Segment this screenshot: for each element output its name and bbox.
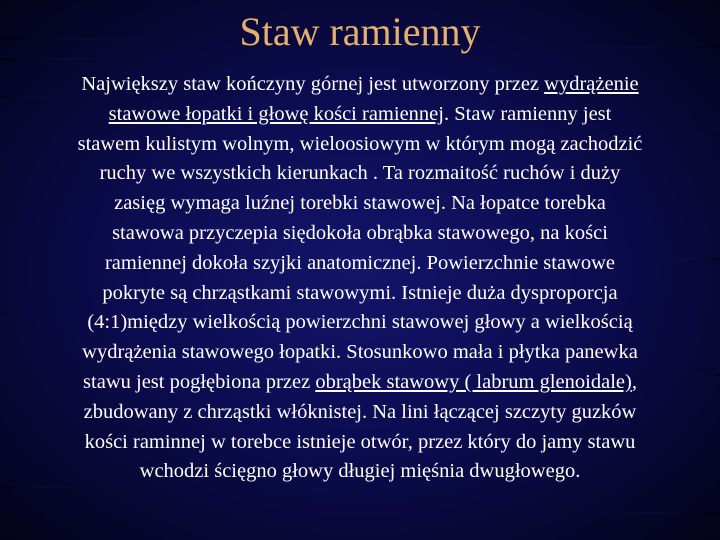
text-segment: Największy staw kończyny górnej jest utworzony przez [81,73,545,95]
text-segment: zbudowany z chrząstki włóknistej. Na lini łączącej szczyty guzków [83,400,637,423]
text-line [8,70,712,100]
text-segment: . Staw ramienny jest [443,102,612,125]
text-line [8,308,712,338]
text-line [8,428,712,458]
underlined-text: stawowe łopatki i głowę kości ramiennej [108,102,444,125]
text-line [8,249,712,279]
text-segment: kości raminnej w torebce istnieje otwór, przez który do jamy stawu [84,430,636,453]
text-segment: wchodzi ścięgno głowy długiej mięśnia dwugłowego [139,460,576,483]
underlined-text: obrąbek stawowy ( labrum glenoidale) [315,370,632,393]
text-line [8,279,712,309]
text-line [8,338,712,368]
text-segment: zasięg wymaga luźnej torebki stawowej. Na łopatce torebka [114,192,606,215]
slide-title: Staw ramienny [239,9,481,54]
slide-body-text [8,70,712,487]
text-line [8,100,712,130]
text-segment: pokryte są chrząstkami stawowymi. Istnieje duża dysproporcja [102,281,618,304]
text-segment: ruchy we wszystkich kierunkach . Ta rozmaitość ruchów i duży [99,162,621,185]
text-line [8,219,712,249]
text-segment: stawu jest pogłębiona przez [83,370,316,393]
text-segment: . [575,460,581,483]
text-segment: wydrążenia stawowego łopatki. Stosunkowo mała i płytka panewka [82,341,638,364]
text-line [8,130,712,160]
text-line [8,457,712,487]
text-line [8,368,712,398]
text-segment: stawowa przyczepia siędokoła obrąbka stawowego, na kości [112,221,608,244]
text-segment: stawem kulistym wolnym, wieloosiowym w którym mogą zachodzić [77,132,643,155]
underlined-text: wydrążenie [544,73,639,95]
text-line [8,398,712,428]
background-stripe [590,512,720,514]
text-segment: ramiennej dokoła szyjki anatomicznej. Powierzchnie stawowe [104,251,616,274]
text-line [8,159,712,189]
text-line [8,189,712,219]
text-segment: , [631,370,637,393]
text-segment: (4:1)między wielkością powierzchni stawowej głowy a wielkością [87,311,633,334]
